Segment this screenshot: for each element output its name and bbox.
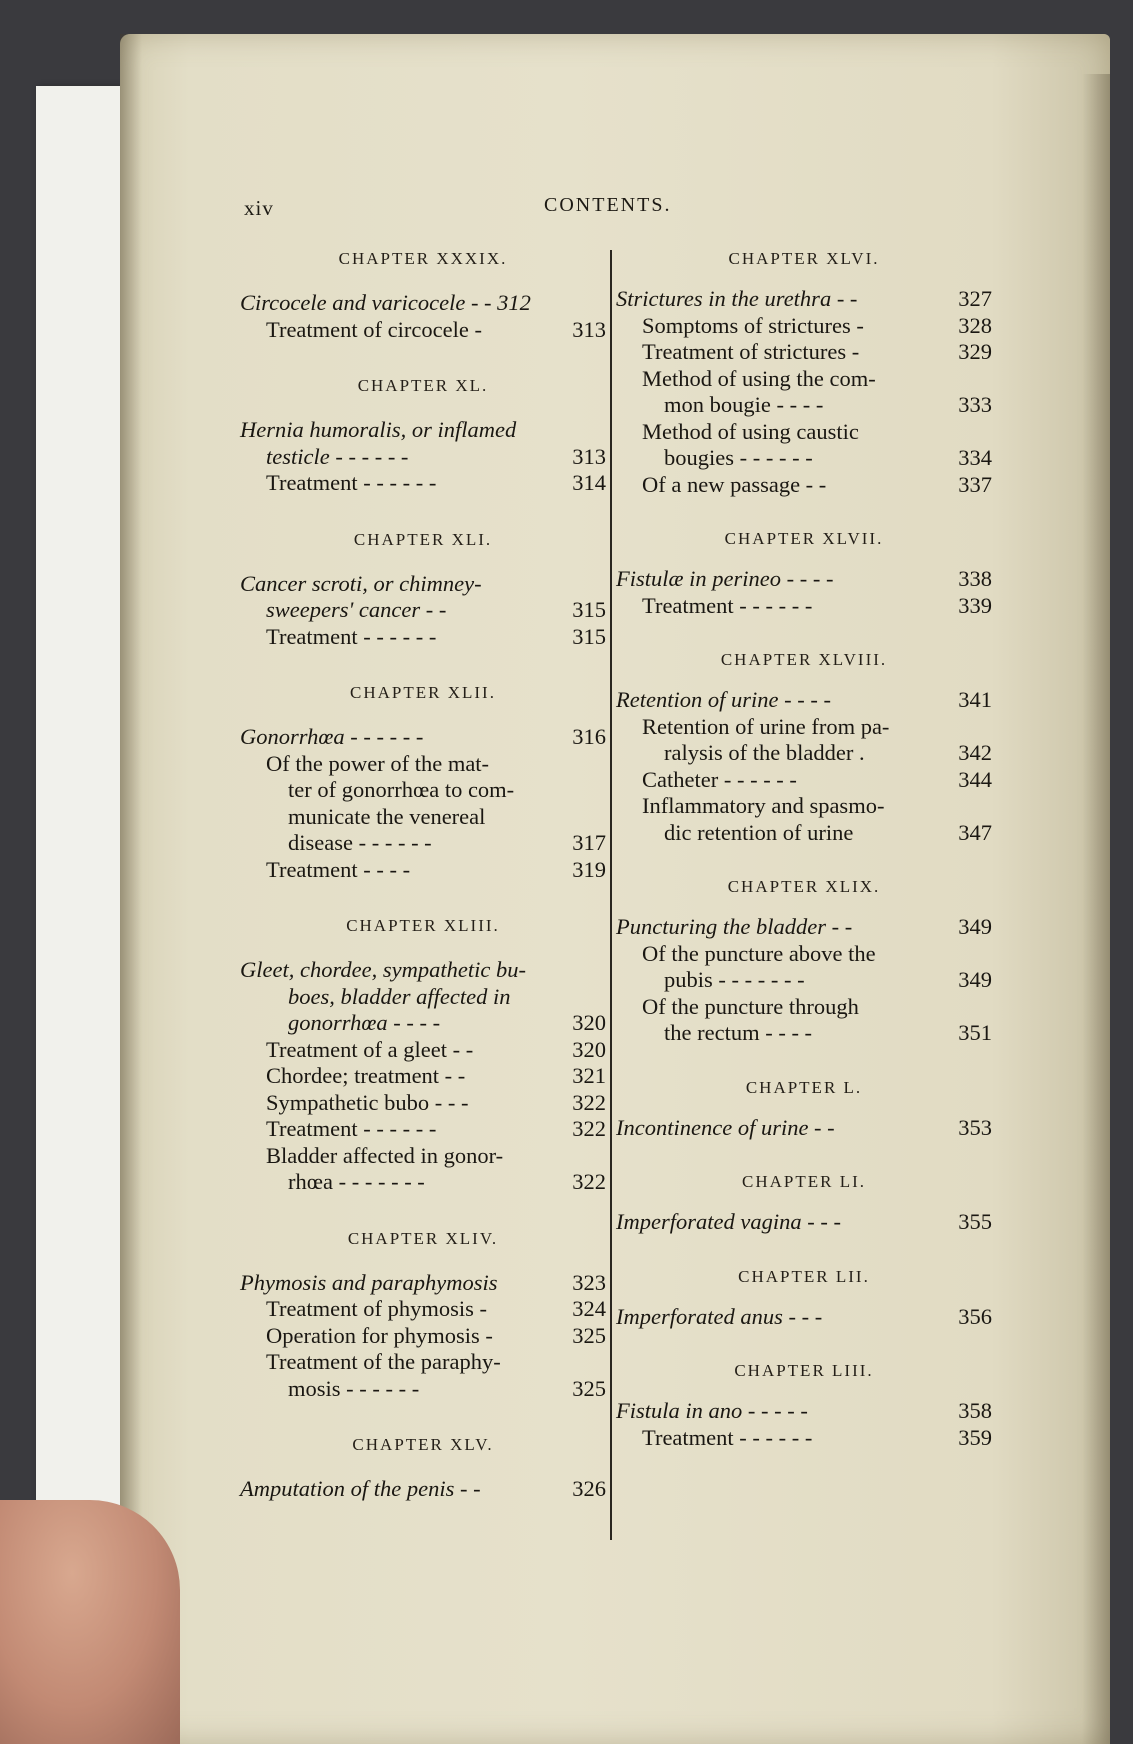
running-title: CONTENTS.: [544, 194, 672, 216]
entry-page-number: 317: [572, 830, 606, 855]
contents-entry: [240, 1090, 606, 1117]
contents-entry: [240, 724, 606, 751]
entry-title: municate the venereal: [288, 803, 486, 829]
spine-shadow: [120, 34, 142, 1744]
contents-entry: [240, 317, 606, 344]
entry-title: Chordee; treatment - -: [266, 1063, 466, 1088]
contents-entry: [240, 1116, 606, 1143]
contents-entry: [616, 714, 992, 741]
entry-page-number: 325: [572, 1375, 606, 1401]
entry-title: Phymosis and paraphymosis: [240, 1269, 498, 1295]
contents-entry: [616, 419, 992, 446]
entry-page-number: 328: [958, 312, 992, 338]
contents-entry: [240, 1010, 606, 1037]
entry-page-number: 338: [958, 566, 992, 591]
contents-entry: [240, 1476, 606, 1503]
entry-page-number: 314: [572, 470, 606, 495]
entry-title: bougies - - - - - -: [664, 445, 813, 470]
entry-title: Puncturing the bladder - -: [616, 914, 853, 939]
entry-page-number: 353: [958, 1114, 992, 1140]
entry-title: ralysis of the bladder .: [664, 740, 865, 765]
entry-title: Retention of urine from pa-: [642, 713, 890, 739]
chapter-heading: CHAPTER XLVII.: [724, 529, 884, 548]
contents-right-column: [616, 248, 992, 1451]
entry-page-number: 337: [958, 471, 992, 497]
contents-entry: [240, 597, 606, 624]
contents-entry: [240, 470, 606, 497]
chapter-heading: CHAPTER XXXIX.: [338, 249, 508, 268]
entry-title: Treatment of phymosis -: [266, 1296, 488, 1321]
contents-entry: [240, 804, 606, 831]
entry-page-number: 315: [572, 623, 606, 649]
entry-page-number: 329: [958, 339, 992, 364]
entry-page-number: 316: [572, 724, 606, 749]
entry-title: Method of using the com-: [642, 365, 876, 391]
entry-title: Imperforated anus - - -: [616, 1303, 823, 1329]
entry-page-number: 320: [572, 1036, 606, 1062]
contents-entry: [616, 820, 992, 847]
entry-title: Strictures in the urethra - -: [616, 286, 858, 311]
entry-page-number: 315: [572, 597, 606, 622]
contents-entry: [240, 1037, 606, 1064]
entry-title: Incontinence of urine - -: [616, 1114, 835, 1140]
entry-page-number: 349: [958, 967, 992, 992]
entry-title: Inflammatory and spasmo-: [642, 793, 885, 818]
chapter-heading: CHAPTER LII.: [738, 1266, 870, 1286]
contents-entry: [616, 566, 992, 593]
entry-page-number: 320: [572, 1010, 606, 1035]
contents-entry: [240, 1063, 606, 1090]
chapter-heading: CHAPTER XLIV.: [347, 1228, 499, 1248]
entry-page-number: 322: [572, 1089, 606, 1115]
page-number: xiv: [244, 196, 274, 220]
entry-page-number: 341: [958, 687, 992, 712]
contents-entry: [240, 444, 606, 471]
entry-title: testicle - - - - - -: [266, 443, 409, 469]
entry-title: ter of gonorrhœa to com-: [288, 777, 515, 802]
entry-title: dic retention of urine: [664, 819, 854, 845]
contents-entry: [240, 290, 606, 317]
chapter-heading: CHAPTER LI.: [742, 1172, 866, 1191]
entry-page-number: 321: [572, 1063, 606, 1088]
contents-entry: [616, 687, 992, 714]
contents-entry: [616, 339, 992, 366]
contents-entry: [240, 1270, 606, 1297]
contents-entry: [240, 1323, 606, 1350]
thumb-image: [0, 1500, 180, 1744]
contents-entry: [240, 751, 606, 778]
entry-title: Operation for phymosis -: [266, 1322, 493, 1348]
entry-title: Amputation of the penis - -: [240, 1476, 481, 1501]
entry-page-number: 334: [958, 445, 992, 470]
page-header: [244, 196, 684, 226]
entry-title: Treatment of circocele -: [266, 316, 482, 342]
chapter-heading: CHAPTER XLII.: [350, 683, 496, 702]
entry-title: boes, bladder affected in: [288, 983, 511, 1009]
entry-title: Fistulæ in perineo - - - -: [616, 566, 834, 591]
chapter-heading: CHAPTER XLVI.: [728, 249, 880, 268]
entry-page-number: 355: [958, 1209, 992, 1234]
contents-entry: [240, 1296, 606, 1323]
entry-title: Of the power of the mat-: [266, 750, 490, 776]
contents-entry: [616, 366, 992, 393]
entry-title: gonorrhœa - - - -: [288, 1010, 441, 1035]
entry-title: pubis - - - - - - -: [664, 967, 805, 992]
entry-title: sweepers' cancer - -: [266, 597, 447, 622]
contents-entry: [616, 445, 992, 472]
entry-title: Circocele and varicocele - - 312: [240, 290, 531, 315]
entry-title: mosis - - - - - -: [288, 1375, 420, 1401]
entry-page-number: 325: [572, 1322, 606, 1348]
contents-entry: [616, 793, 992, 820]
contents-entry: [616, 740, 992, 767]
contents-entry: [240, 1169, 606, 1196]
entry-page-number: 322: [572, 1169, 606, 1194]
contents-entry: [240, 857, 606, 884]
contents-entry: [616, 1304, 992, 1331]
entry-title: Treatment - - - - - -: [642, 1424, 813, 1450]
entry-page-number: 347: [958, 819, 992, 845]
entry-title: Treatment of strictures -: [642, 339, 860, 364]
chapter-heading: CHAPTER XLV.: [352, 1435, 494, 1454]
contents-entry: [616, 967, 992, 994]
entry-page-number: 349: [958, 914, 992, 939]
contents-entry: [616, 392, 992, 419]
contents-entry: [616, 994, 992, 1021]
entry-title: Treatment - - - - - -: [266, 1116, 437, 1141]
contents-entry: [616, 472, 992, 499]
contents-entry: [616, 1425, 992, 1452]
entry-title: Sympathetic bubo - - -: [266, 1089, 469, 1115]
entry-page-number: 359: [958, 1424, 992, 1450]
contents-entry: [616, 286, 992, 313]
entry-title: Of the puncture through: [642, 993, 859, 1019]
entry-page-number: 358: [958, 1398, 992, 1423]
entry-page-number: 324: [572, 1296, 606, 1321]
column-divider: [610, 250, 612, 1540]
entry-page-number: 356: [958, 1303, 992, 1329]
contents-entry: [240, 624, 606, 651]
entry-page-number: 327: [958, 286, 992, 311]
entry-page-number: 319: [572, 856, 606, 882]
contents-entry: [616, 941, 992, 968]
entry-title: mon bougie - - - -: [664, 392, 824, 417]
entry-title: Imperforated vagina - - -: [616, 1209, 841, 1234]
entry-title: rhœa - - - - - - -: [288, 1169, 425, 1194]
entry-page-number: 326: [572, 1476, 606, 1501]
contents-entry: [616, 1398, 992, 1425]
entry-title: the rectum - - - -: [664, 1020, 813, 1045]
entry-page-number: 344: [958, 766, 992, 792]
contents-entry: [616, 1020, 992, 1047]
contents-entry: [240, 1349, 606, 1376]
contents-entry: [616, 914, 992, 941]
entry-title: disease - - - - - -: [288, 830, 432, 855]
page-edge: [1082, 74, 1110, 1744]
entry-title: Treatment - - - - - -: [266, 470, 437, 495]
entry-title: Treatment of the paraphy-: [266, 1349, 501, 1374]
entry-title: Somptoms of strictures -: [642, 312, 864, 338]
contents-entry: [240, 984, 606, 1011]
contents-entry: [240, 417, 606, 444]
entry-page-number: 342: [958, 740, 992, 765]
entry-title: Of the puncture above the: [642, 940, 876, 966]
entry-page-number: 323: [572, 1269, 606, 1295]
contents-entry: [616, 593, 992, 620]
entry-page-number: 313: [572, 316, 606, 342]
contents-entry: [240, 571, 606, 598]
entry-page-number: 322: [572, 1116, 606, 1141]
entry-page-number: 351: [958, 1020, 992, 1045]
entry-page-number: 339: [958, 592, 992, 618]
entry-title: Retention of urine - - - -: [616, 687, 831, 712]
entry-title: Treatment of a gleet - -: [266, 1036, 474, 1062]
contents-entry: [616, 1115, 992, 1142]
entry-title: Gonorrhœa - - - - - -: [240, 724, 424, 749]
entry-title: Bladder affected in gonor-: [266, 1142, 504, 1168]
contents-entry: [240, 1143, 606, 1170]
entry-title: Treatment - - - - - -: [642, 592, 813, 618]
contents-entry: [240, 957, 606, 984]
chapter-heading: CHAPTER XLIII.: [346, 916, 500, 935]
entry-title: Of a new passage - -: [642, 471, 827, 497]
entry-page-number: 333: [958, 392, 992, 417]
entry-page-number: 313: [572, 443, 606, 469]
chapter-heading: CHAPTER XLIX.: [727, 877, 881, 896]
contents-entry: [240, 1376, 606, 1403]
entry-title: Treatment - - - -: [266, 856, 411, 882]
contents-entry: [616, 313, 992, 340]
chapter-heading: CHAPTER L.: [745, 1077, 863, 1097]
entry-title: Hernia humoralis, or inflamed: [240, 417, 517, 442]
contents-entry: [240, 830, 606, 857]
entry-title: Method of using caustic: [642, 418, 859, 444]
entry-title: Cancer scroti, or chimney-: [240, 570, 482, 596]
entry-title: Catheter - - - - - -: [642, 766, 797, 792]
chapter-heading: CHAPTER XLI.: [353, 529, 493, 549]
chapter-heading: CHAPTER LIII.: [734, 1361, 874, 1380]
entry-title: Gleet, chordee, sympathetic bu-: [240, 957, 526, 982]
entry-title: Treatment - - - - - -: [266, 623, 437, 649]
contents-entry: [240, 777, 606, 804]
contents-left-column: [240, 248, 606, 1503]
entry-title: Fistula in ano - - - - -: [616, 1398, 808, 1423]
contents-entry: [616, 1209, 992, 1236]
chapter-heading: CHAPTER XL.: [357, 376, 489, 395]
chapter-heading: CHAPTER XLVIII.: [720, 650, 888, 669]
contents-entry: [616, 767, 992, 794]
